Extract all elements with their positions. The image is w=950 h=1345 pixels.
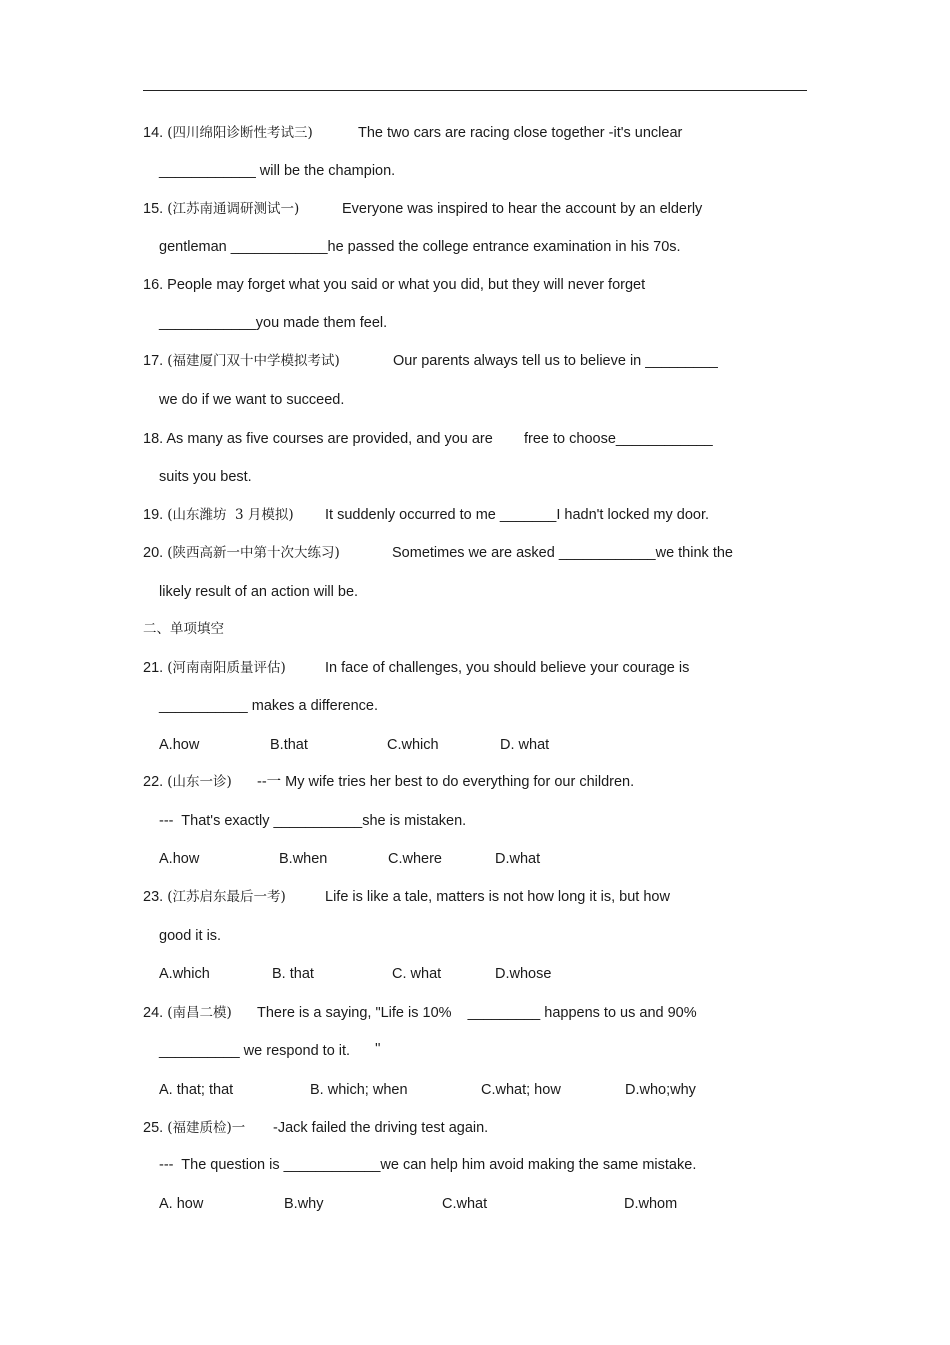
- question-21-line-1: 21. (河南南阳质量评估): [143, 660, 286, 676]
- question-24-text: There is a saying, "Life is 10% _________ happens to us and 90%: [257, 1005, 697, 1021]
- question-23-text: Life is like a tale, matters is not how long it is, but how: [325, 889, 670, 905]
- question-23-line-1: 23. (江苏启东最后一考): [143, 889, 286, 905]
- option-22-c: C.where: [388, 851, 442, 867]
- question-20-text: Sometimes we are asked ____________we think the: [392, 545, 733, 561]
- header-rule: [143, 90, 807, 91]
- question-25-line-2: --- The question is ____________we can help him avoid making the same mistake.: [159, 1157, 697, 1173]
- question-24-quote: '': [375, 1041, 381, 1057]
- option-25-a: A. how: [159, 1196, 204, 1212]
- question-17-text: Our parents always tell us to believe in _________: [393, 353, 718, 369]
- option-23-a: A.which: [159, 966, 210, 982]
- question-15-text: Everyone was inspired to hear the account by an elderly: [342, 201, 703, 217]
- question-14-line-1: 14. (四川绵阳诊断性考试三): [143, 125, 313, 141]
- option-25-c: C.what: [442, 1196, 488, 1212]
- option-24-a: A. that; that: [159, 1082, 234, 1098]
- question-18-line-1: 18. As many as five courses are provided, and you are: [143, 431, 493, 447]
- question-25-line-1: 25. (福建质检)一: [143, 1120, 246, 1136]
- option-22-b: B.when: [279, 851, 328, 867]
- question-22-line-1: 22. (山东一诊): [143, 774, 232, 790]
- option-23-b: B. that: [272, 966, 314, 982]
- option-21-b: B.that: [270, 737, 308, 753]
- option-22-d: D.what: [495, 851, 541, 867]
- option-21-d: D. what: [500, 737, 550, 753]
- option-23-c: C. what: [392, 966, 442, 982]
- option-23-d: D.whose: [495, 966, 552, 982]
- question-17-line-1: 17. (福建厦门双十中学模拟考试): [143, 353, 340, 369]
- option-21-a: A.how: [159, 737, 200, 753]
- question-14-line-2: ____________ will be the champion.: [159, 163, 396, 179]
- question-24-line-1: 24. (南昌二模): [143, 1005, 232, 1021]
- question-18-line-2: suits you best.: [159, 469, 252, 485]
- question-14-text: The two cars are racing close together -it's unclear: [358, 125, 683, 141]
- question-25-text: -Jack failed the driving test again.: [273, 1120, 489, 1136]
- question-19-text: It suddenly occurred to me _______I hadn't locked my door.: [325, 507, 710, 523]
- question-15-line-1: 15. (江苏南通调研测试一): [143, 201, 300, 217]
- option-21-c: C.which: [387, 737, 439, 753]
- question-20-line-1: 20. (陕西高新一中第十次大练习): [143, 545, 340, 561]
- question-24-line-2: __________ we respond to it.: [159, 1043, 351, 1059]
- question-20-line-2: likely result of an action will be.: [159, 584, 359, 600]
- question-18-line-1b: free to choose____________: [524, 431, 713, 447]
- question-15-line-2: gentleman ____________he passed the college entrance examination in his 70s.: [159, 239, 681, 255]
- question-22-text: --一 My wife tries her best to do everything for our children.: [257, 774, 635, 790]
- option-22-a: A.how: [159, 851, 200, 867]
- option-25-d: D.whom: [624, 1196, 678, 1212]
- option-25-b: B.why: [284, 1196, 324, 1212]
- question-21-line-2: ___________ makes a difference.: [159, 698, 379, 714]
- option-24-d: D.who;why: [625, 1082, 696, 1098]
- option-24-c: C.what; how: [481, 1082, 561, 1098]
- option-24-b: B. which; when: [310, 1082, 408, 1098]
- question-19-line-1: 19. (山东潍坊 3 月模拟): [143, 507, 294, 523]
- question-16-line-1: 16. People may forget what you said or what you did, but they will never forget: [143, 277, 646, 293]
- question-22-line-2: --- That's exactly ___________she is mistaken.: [159, 813, 467, 829]
- section-title: 二、单项填空: [143, 621, 224, 637]
- question-21-text: In face of challenges, you should believe your courage is: [325, 660, 690, 676]
- question-17-line-2: we do if we want to succeed.: [159, 392, 345, 408]
- question-23-line-2: good it is.: [159, 928, 222, 944]
- question-16-line-2: ____________you made them feel.: [159, 315, 388, 331]
